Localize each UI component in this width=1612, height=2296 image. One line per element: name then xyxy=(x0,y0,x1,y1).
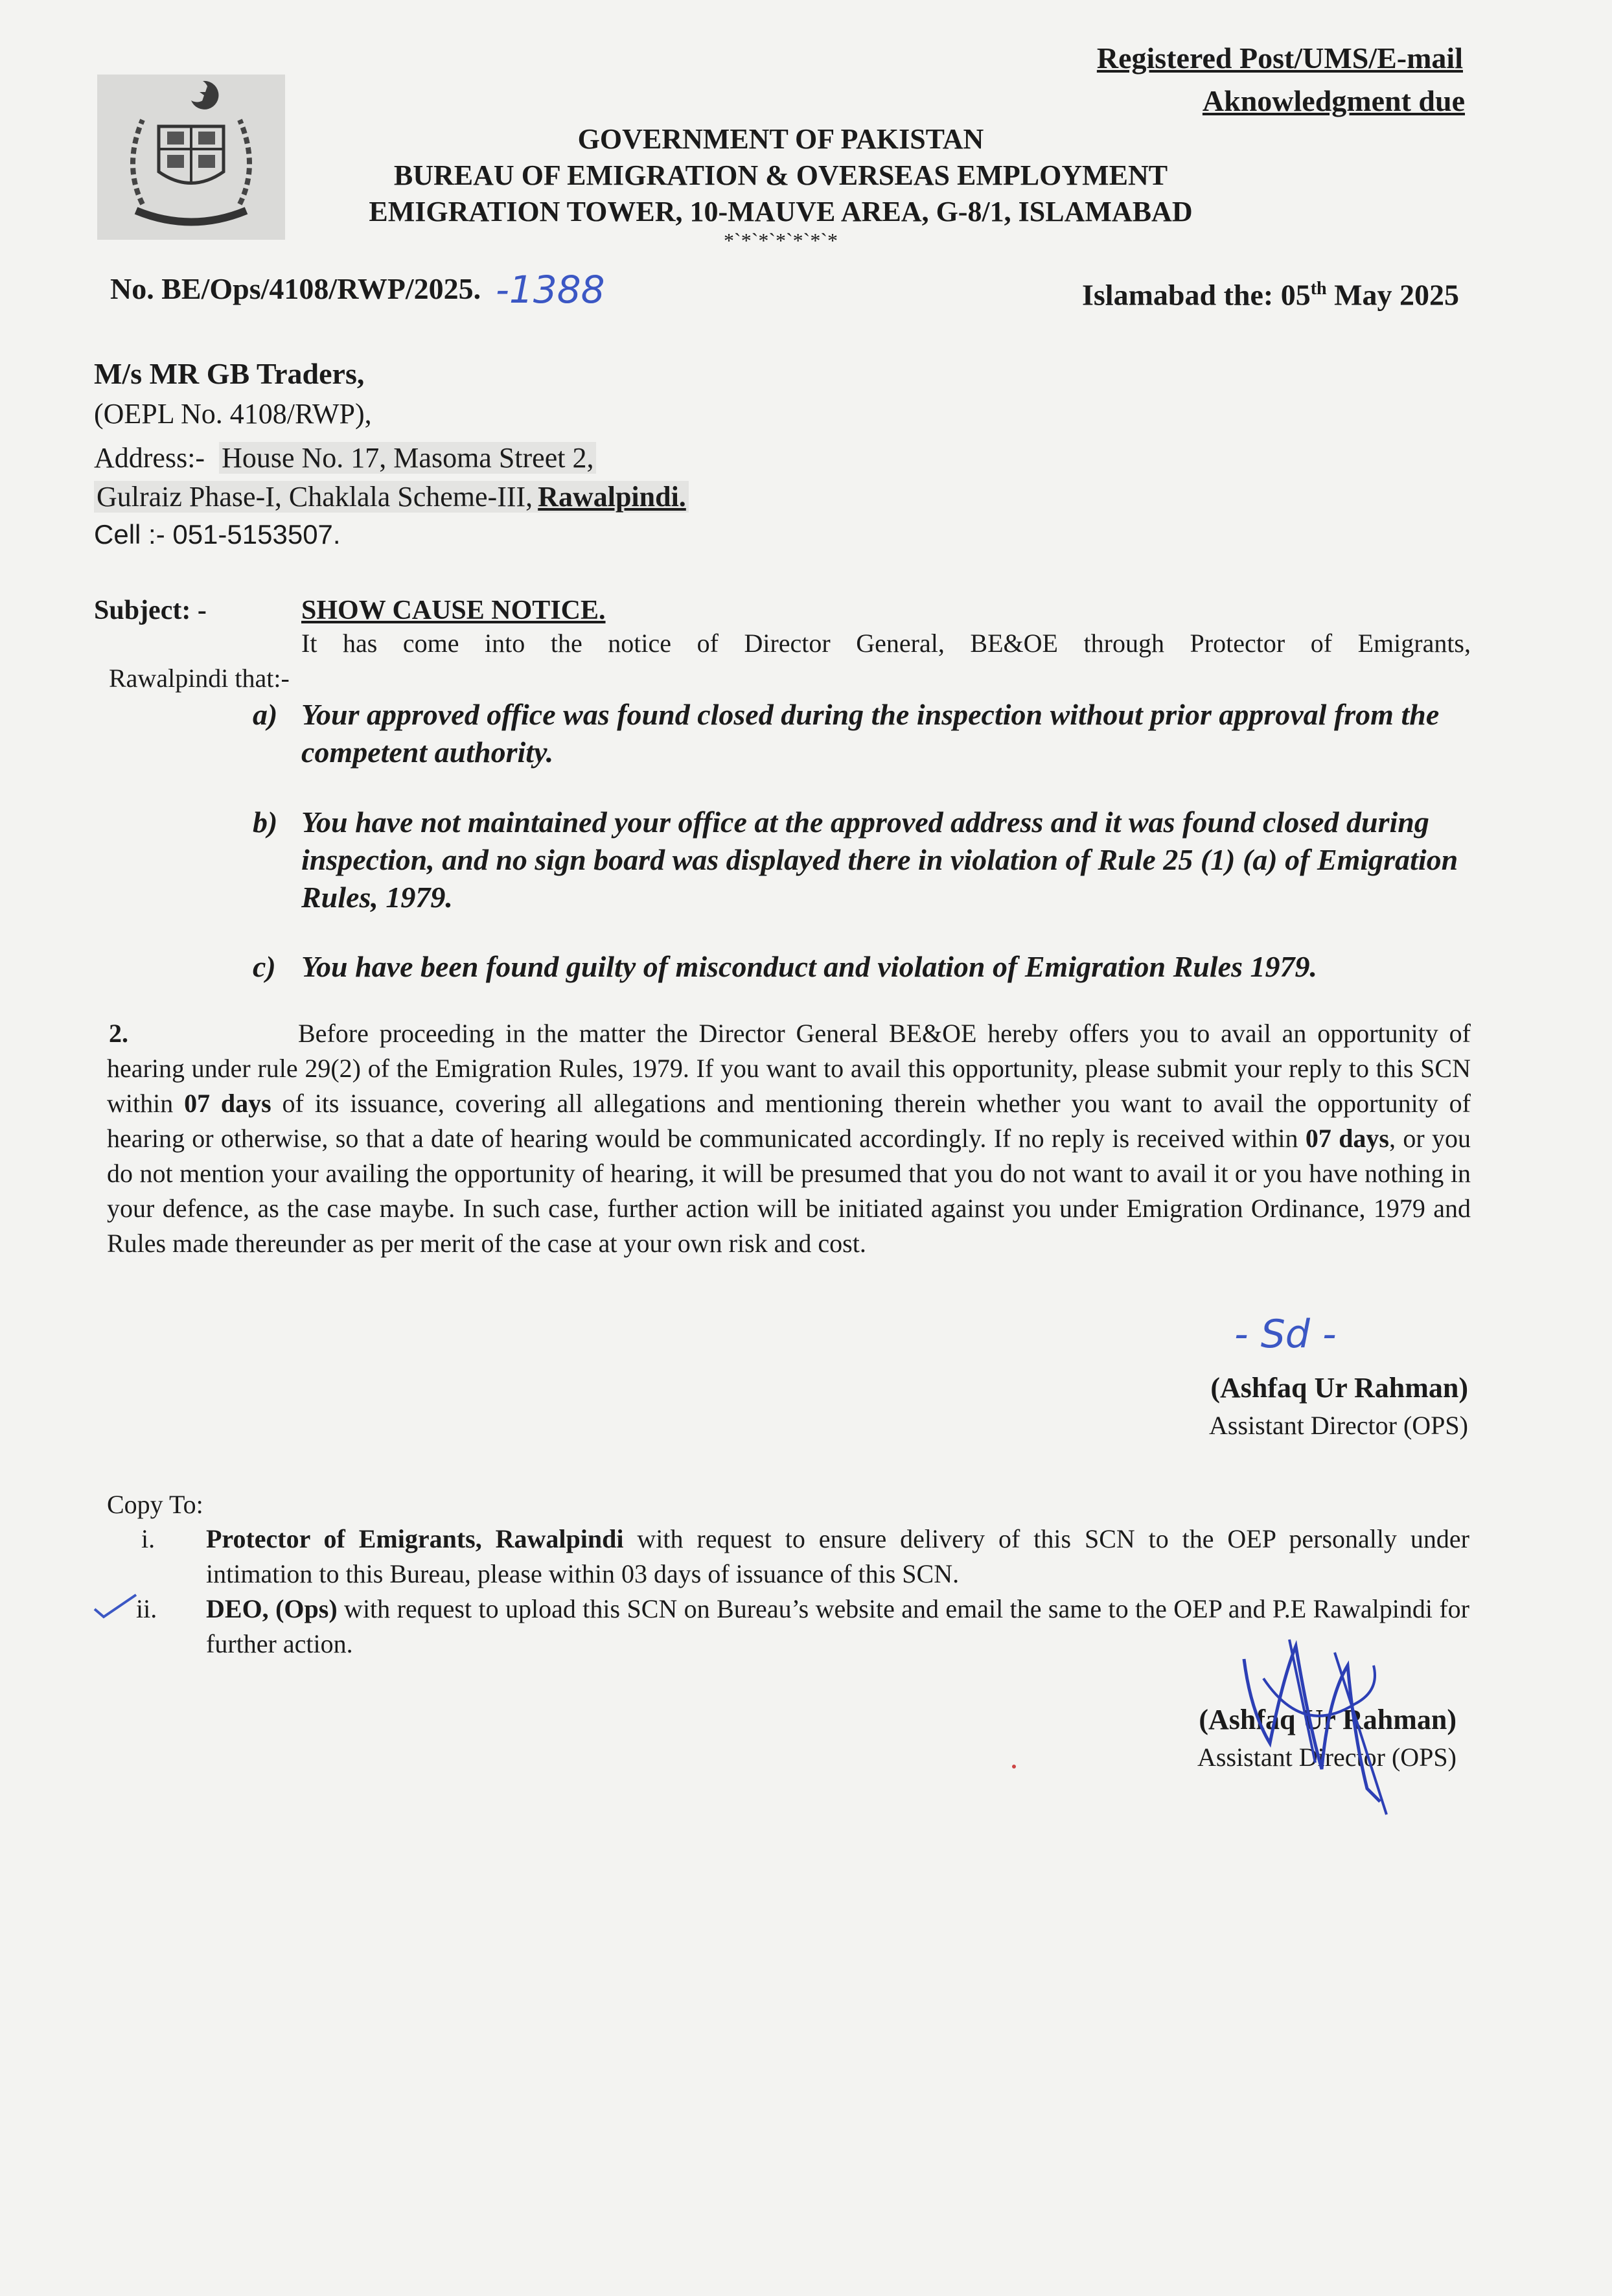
copy-item-i-marker: i. xyxy=(141,1524,155,1553)
para2-number: 2. xyxy=(109,1019,128,1048)
acknowledgment-label: Aknowledgment due xyxy=(1202,84,1465,117)
allegation-b-marker: b) xyxy=(253,806,278,839)
handwritten-signature xyxy=(1225,1620,1432,1827)
addressee-oepl: (OEPL No. 4108/RWP), xyxy=(94,398,372,430)
allegation-b: You have not maintained your office at the approved address and it was found closed during inspection, and no sign board was displayed there in violation of Rule 25 (1) (a) of Emigration Rules, 1979. xyxy=(301,806,1458,914)
header-address: EMIGRATION TOWER, 10-MAUVE AREA, G-8/1, ISLAMABAD xyxy=(369,196,1193,227)
header-bureau: BUREAU OF EMIGRATION & OVERSEAS EMPLOYMENT xyxy=(393,159,1168,191)
reference-number: No. BE/Ops/4108/RWP/2025. xyxy=(110,272,481,305)
handwritten-check-mark xyxy=(91,1591,143,1623)
addressee-name: M/s MR GB Traders, xyxy=(94,357,365,390)
copy-item-ii: DEO, (Ops) with request to upload this SCN on Bureau’s website and email the same to the OEP and P.E Rawalpindi for further action. xyxy=(206,1594,1470,1658)
copy-item-i: Protector of Emigrants, Rawalpindi with request to ensure delivery of this SCN to the OEP personally under intimation to this Bureau, please within 03 days of issuance of this SCN. xyxy=(206,1524,1469,1588)
red-dot xyxy=(1012,1765,1016,1768)
signatory-title: Assistant Director (OPS) xyxy=(1209,1411,1468,1440)
subject-title: SHOW CAUSE NOTICE. xyxy=(301,596,606,625)
para2-body: Before proceeding in the matter the Director General BE&OE hereby offers you to avail an opportunity of hearing under rule 29(2) of the Emigration Rules, 1979. If you want to avail this opportunity, please submit your reply to this SCN within 07 days of its issuance, covering all allegations and mentioning therein whether you want to avail the opportunity of hearing or otherwise, so that a date of hearing would be communicated accordingly. If no reply is received within 07 days, or you do not mention your availing the opportunity of hearing, it will be presumed that you do not want to avail it or you have nothing in your defence, as the case maybe. In such case, further action will be initiated against you under Emigration Ordinance, 1979 and Rules made thereunder as per merit of the case at your own risk and cost. xyxy=(107,1019,1471,1258)
signatory-name: (Ashfaq Ur Rahman) xyxy=(1210,1372,1468,1404)
copy-to-label: Copy To: xyxy=(107,1490,203,1519)
allegation-a: Your approved office was found closed during the inspection without prior approval from the competent authority. xyxy=(301,698,1440,769)
addressee-cell: Cell :- 051-5153507. xyxy=(94,519,341,550)
signatory2-name: (Ashfaq Ur Rahman) xyxy=(1199,1704,1457,1735)
allegation-a-marker: a) xyxy=(253,698,278,731)
sd-signature-mark: - Sd - xyxy=(1234,1312,1337,1357)
allegation-c: You have been found guilty of misconduct and violation of Emigration Rules 1979. xyxy=(301,950,1317,983)
issue-date: Islamabad the: 05th May 2025 xyxy=(1082,278,1460,312)
addressee-address-line2: Gulraiz Phase-I, Chaklala Scheme-III, Rawalpindi. xyxy=(94,478,689,516)
subject-intro-line1: It has come into the notice of Director General, BE&OE through Protector of Emigrants, xyxy=(301,629,1471,658)
subject-intro-line2: Rawalpindi that:- xyxy=(109,664,290,693)
registered-post-label: Registered Post/UMS/E-mail xyxy=(1096,41,1463,75)
addressee-address-line1: Address:- House No. 17, Masoma Street 2, xyxy=(94,439,596,477)
copy-item-ii-marker: ii. xyxy=(136,1594,157,1623)
header-government: GOVERNMENT OF PAKISTAN xyxy=(577,123,984,155)
signatory2-title: Assistant Director (OPS) xyxy=(1197,1743,1457,1772)
handwritten-serial: -1388 xyxy=(496,268,605,312)
header-stars: *`*`*`*`*`*`* xyxy=(724,229,838,252)
subject-label: Subject: - xyxy=(94,596,207,625)
allegation-c-marker: c) xyxy=(253,950,276,983)
